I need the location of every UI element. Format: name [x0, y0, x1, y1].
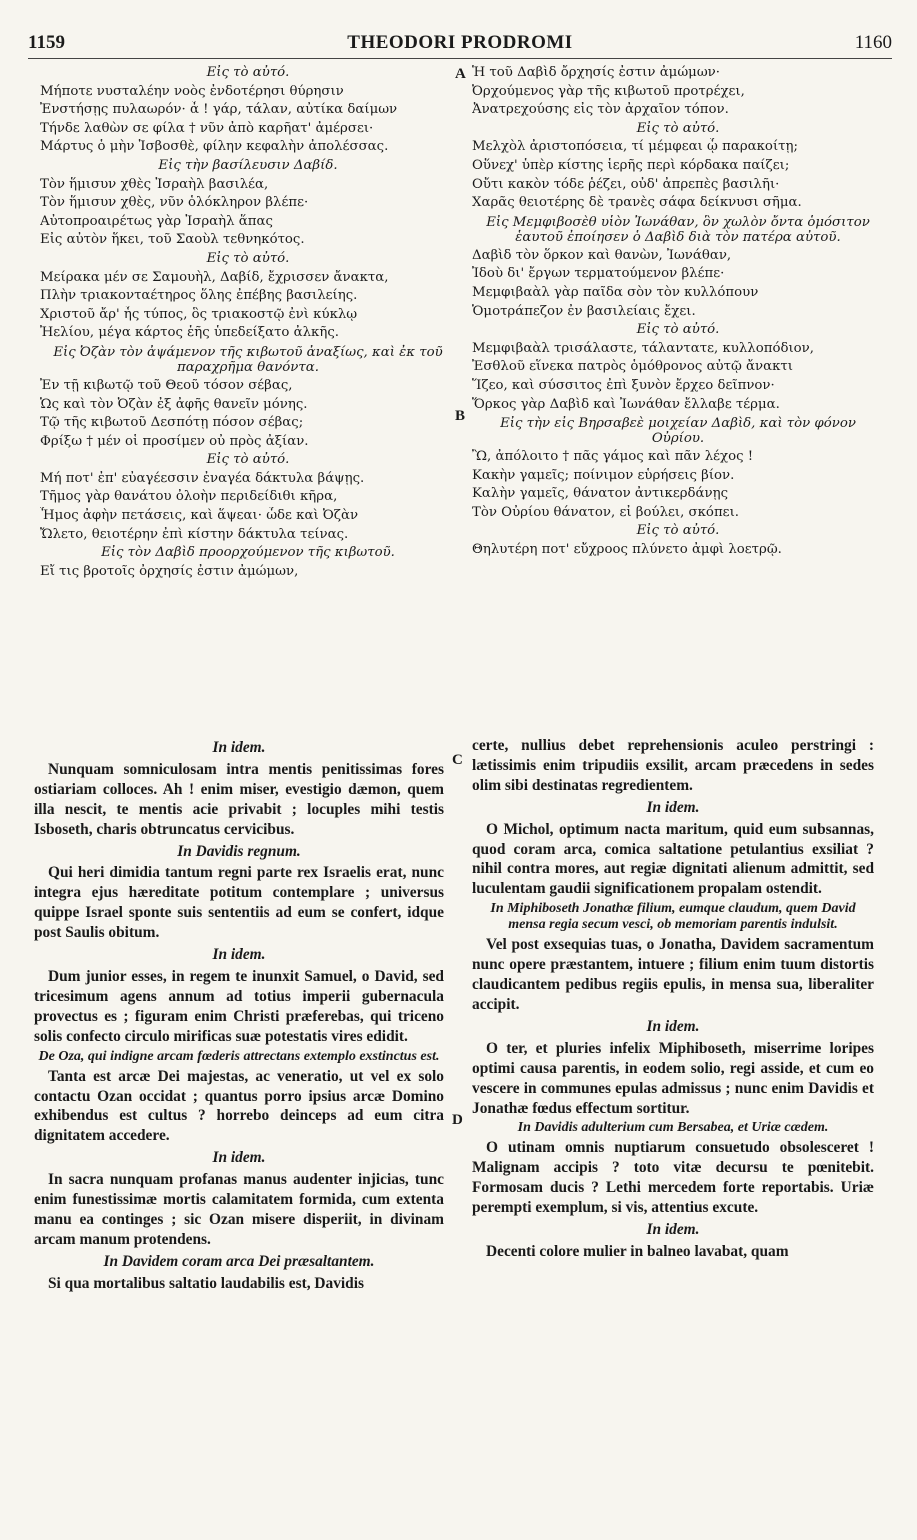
- verse-line: Τὸν ἥμισυν χθὲς Ἰσραὴλ βασιλέα,: [40, 176, 269, 192]
- verse-line: Ἡ τοῦ Δαβὶδ ὄρχησίς ἐστιν ἀμώμων·: [472, 65, 720, 80]
- margin-marker-a: A: [455, 66, 466, 82]
- section-title: Εἰς τὸ αὐτό.: [206, 250, 290, 266]
- section-title: Εἰς τὸν Δαβὶδ προορχούμενον τῆς κιβωτοῦ.: [101, 545, 395, 561]
- section-title: In idem.: [212, 946, 266, 964]
- section-title: In Davidis regnum.: [177, 842, 301, 860]
- verse-line: Μείρακα μέν σε Σαμουὴλ, Δαβίδ, ἔχρισσεν ἄνακτα,: [40, 269, 389, 285]
- verse-line: Μεμφιβαὰλ τρισάλαστε, τάλαντατε, κυλλοπόδιον,: [472, 340, 814, 356]
- section-title: In idem.: [646, 1017, 700, 1035]
- section-title: Εἰς Ὀζὰν τὸν ἀψάμενον τῆς κιβωτοῦ ἀναξίως, καὶ ἐκ τοῦ παραχρῆμα θανόντα.: [53, 344, 443, 375]
- latin-paragraph: Qui heri dimidia tantum regni parte rex Israelis erat, nunc integra ejus hæreditate potitum contemplare ; universus quippe Israel sponte suis sententiis ad eum se confert, idque post Saulis obitum.: [34, 864, 444, 942]
- margin-marker-d: D: [452, 1112, 463, 1128]
- verse-line: Ἦμος ἀφὴν πετάσεις, καὶ ἅψεαι· ὧδε καὶ Ὀζὰν: [40, 508, 359, 524]
- latin-paragraph: Si qua mortalibus saltatio laudabilis est, Davidis: [48, 1274, 365, 1292]
- latin-paragraph: Dum junior esses, in regem te inunxit Samuel, o David, sed tricesimum agens annum ad totius imperii gubernacula provectus es ; figuram enim Christi præferebas, qui triceno solis confecto circulo mirificas suæ potestatis vires edidit.: [34, 967, 444, 1045]
- verse-line: Εἴ τις βροτοῖς ὀρχησίς ἐστιν ἀμώμων,: [40, 563, 299, 579]
- section-title: Εἰς τὸ αὐτό.: [206, 65, 290, 80]
- margin-marker-c: C: [452, 752, 463, 768]
- verse-line: Τήνδε λαθὼν σε φίλα † νῦν ἀπὸ καρῆατ' ἀμέρσει·: [40, 120, 374, 136]
- verse-line: Ὡς καὶ τὸν Ὀζὰν ἐξ ἀφῆς θανεῖν μόνης.: [40, 396, 308, 412]
- section-title: In idem.: [646, 798, 700, 816]
- section-title: Εἰς Μεμφιβοσὲθ υἱὸν Ἰωνάθαν, ὃν χωλὸν ὄντα ὁμόσιτον ἑαυτοῦ ἐποίησεν ὁ Δαβὶδ διὰ τὸν πατέρα αὐτοῦ.: [486, 214, 870, 245]
- latin-paragraph: In sacra nunquam profanas manus audenter injicias, tunc enim funestissimæ mortis calamitatem formida, cum extenta manu ea continges ; sic Ozan misere disperiit, in divinam arcam manum protendens.: [34, 1171, 444, 1248]
- verse-line: Οὔτι κακὸν τόδε ῥέζει, οὐδ' ἀπρεπὲς βασιλῆι·: [472, 176, 780, 192]
- latin-paragraph: Tanta est arcæ Dei majestas, ac veneratio, ut vel ex solo contactu Ozan occidat ; quantus porro ipsius arcæ Domino exhibendus est cultus ? horrebo deinceps ad eum citra dignitatem accedere.: [34, 1067, 444, 1145]
- verse-line: Εἰς αὐτὸν ἥκει, τοῦ Σαοὺλ τεθνηκότος.: [40, 232, 305, 248]
- section-title: De Oza, qui indigne arcam fœderis attrectans extemplo exstinctus est.: [38, 1048, 440, 1064]
- verse-line: Ἐσθλοῦ εἵνεκα πατρὸς ὁμόθρονος αὐτῷ ἄνακτι: [472, 359, 793, 375]
- verse-line: Ἵζεο, καὶ σύσσιτος ἐπὶ ξυνὸν ἔρχεο δεῖπνον·: [472, 377, 775, 393]
- verse-line: Ἠελίου, μέγα κάρτος ἑῆς ὑπεδείξατο ἀλκῆς.: [40, 325, 340, 341]
- verse-line: Μεμφιβαὰλ γὰρ παῖδα σὸν τὸν κυλλόπουν: [472, 284, 759, 300]
- section-title: Εἰς τὴν εἰς Βηρσαβεὲ μοιχείαν Δαβὶδ, καὶ τὸν φόνον Οὐρίου.: [500, 416, 856, 447]
- section-title: In Davidem coram arca Dei præsaltantem.: [103, 1252, 375, 1270]
- verse-line: Αὐτοπροαιρέτως γὰρ Ἰσραὴλ ἅπας: [40, 213, 273, 229]
- page-header: [28, 32, 892, 58]
- section-title: Εἰς τὸ αὐτό.: [636, 120, 720, 136]
- section-title: Εἰς τὸ αὐτό.: [206, 452, 290, 468]
- verse-line: Τῆμος γὰρ θανάτου ὀλοὴν περιδείδιθι κῆρα,: [40, 489, 338, 505]
- verse-line: Μάρτυς ὁ μὴν Ἰσβοσθὲ, φίλην κεφαλὴν ἀπολέσσας.: [40, 139, 389, 155]
- verse-line: Ἀνατρεχούσης εἰς τὸν ἀρχαῖον τόπον.: [472, 102, 729, 118]
- section-title: Εἰς τὸ αὐτό.: [636, 523, 720, 539]
- section-title: In Davidis adulterium cum Bersabea, et Uriæ cædem.: [517, 1120, 829, 1136]
- verse-line: Τὸν Οὐρίου θάνατον, εἰ βούλει, σκόπει.: [472, 504, 740, 520]
- verse-line: Μή ποτ' ἐπ' εὐαγέεσσιν ἐναγέα δάκτυλα βάψῃς.: [40, 470, 365, 486]
- section-title: In idem.: [646, 1221, 700, 1239]
- latin-paragraph: Vel post exsequias tuas, o Jonatha, Davidem sacramentum nunc opere præstantem, intuere ; filium enim tuum distortis claudicantem pedibus regiis epulis, in mensa sua, liberaliter accipit.: [472, 936, 874, 1013]
- verse-line: Κακὴν γαμεῖς; ποίνιμον εὑρήσεις βίον.: [472, 467, 735, 483]
- verse-line: Φρίξω † μέν οἱ προσίμεν οὐ πρὸς ἀξίαν.: [40, 433, 309, 449]
- latin-paragraph: O Michol, optimum nacta maritum, quid eum subsannas, quod coram arca, comica saltatione petulantius exsiliat ? nihil contra mores, aut regiæ dignitati alienum admittit, sed luculentam gaudii significationem propalam ostendit.: [472, 820, 874, 898]
- verse-line: Χαρᾶς θειοτέρης δὲ τρανὲς σάφα δείκνυσι σῆμα.: [472, 195, 802, 211]
- verse-line: Ὢ, ἀπόλοιτο † πᾶς γάμος καὶ πᾶν λέχος !: [472, 449, 754, 465]
- verse-line: Ἐν τῇ κιβωτῷ τοῦ Θεοῦ τόσον σέβας,: [40, 377, 293, 393]
- verse-line: Τῷ τῆς κιβωτοῦ Δεσπότῃ πόσον σέβας;: [40, 415, 304, 431]
- margin-marker-b: B: [455, 408, 466, 424]
- verse-line: Δαβὶδ τὸν ὅρκον καὶ θανὼν, Ἰωνάθαν,: [472, 247, 732, 263]
- verse-line: Πλὴν τριακονταέτηρος ὅλης ἐπέβης βασιλείης.: [40, 288, 358, 304]
- verse-line: Τὸν ἥμισυν χθὲς, νῦν ὁλόκληρον βλέπε·: [40, 195, 309, 211]
- verse-line: Ὅρκος γὰρ Δαβὶδ καὶ Ἰωνάθαν ἔλλαβε τέρμα.: [472, 396, 780, 412]
- verse-line: Ὤλετο, θειοτέρην ἐπὶ κίστην δάκτυλα τείνας.: [40, 526, 349, 542]
- verse-line: Καλὴν γαμεῖς, θάνατον ἀντικερδάνῃς: [472, 486, 729, 502]
- verse-line: Μελχὸλ ἀριστοπόσεια, τί μέμφεαι ᾧ παρακοίτῃ;: [472, 139, 798, 155]
- latin-paragraph: O utinam omnis nuptiarum consuetudo obsolesceret ! Malignam accipis ? toto vitæ decursu te pœnitebit. Formosam ducis ? Lethi mercedem forte reportabis. Uriæ perempti exemplum, si vis, attentius excute.: [472, 1139, 874, 1217]
- running-title: THEODORI PRODROMI: [347, 32, 573, 53]
- verse-line: Μήποτε νυσταλέην νοὸς ἐνδοτέρησι θύρησιν: [40, 83, 344, 99]
- verse-line: Οὕνεχ' ὑπὲρ κίστης ἱερῆς περὶ κόρδακα παίζει;: [472, 157, 790, 173]
- verse-line: Ἐνστήσῃς πυλαωρόν· ἆ ! γάρ, τάλαν, αὐτίκα δαίμων: [40, 102, 398, 118]
- header-rule: [28, 58, 892, 59]
- latin-paragraph: Decenti colore mulier in balneo lavabat, quam: [486, 1242, 789, 1260]
- verse-line: Χριστοῦ ἄρ' ἧς τύπος, ὃς τριακοστῷ ἐνὶ κύκλῳ: [40, 306, 358, 322]
- latin-paragraph: O ter, et pluries infelix Miphiboseth, miserrime loripes optimi causa parentis, in eodem solio, regi asside, et cum eo vescere in communes epulas admissus ; nunc enim Davidis et Jonathæ fœdus effectum sortitur.: [472, 1039, 874, 1117]
- greek-column-right: [472, 64, 884, 560]
- greek-column-left: [40, 64, 456, 581]
- latin-paragraph: certe, nullius debet reprehensionis aculeo perstringi : lætissimis enim tripudiis exsilit, arcam præcedens in sedes olim sibi destinatas regredientem.: [472, 737, 874, 794]
- page-number-right: 1160: [854, 32, 892, 53]
- section-title: Εἰς τὸ αὐτό.: [636, 322, 720, 338]
- latin-paragraph: Nunquam somniculosam intra mentis penitissimas fores ostiariam colloces. Ah ! enim miser, evestigio dæmon, quem illa nescit, te mentis acie privabit ; locuples mihi testis Isboseth, charis obtruncatus cervicibus.: [34, 760, 444, 838]
- verse-line: Θηλυτέρη ποτ' εὔχροος πλύνετο ἀμφὶ λοετρῷ.: [472, 542, 782, 558]
- latin-column-right: [472, 736, 874, 1262]
- section-title: In idem.: [212, 1149, 266, 1167]
- section-title: In idem.: [212, 739, 266, 756]
- verse-line: Ὀρχούμενος γὰρ τῆς κιβωτοῦ προτρέχει,: [472, 83, 745, 99]
- section-title: Εἰς τὴν βασίλευσιν Δαβίδ.: [158, 157, 338, 173]
- verse-line: Ὁμοτράπεζον ἐν βασιλείαις ἔχει.: [472, 303, 696, 319]
- section-title: In Miphiboseth Jonathæ filium, eumque claudum, quem David mensa regia secum vesci, ob memoriam parentis indulsit.: [490, 901, 856, 933]
- latin-column-left: [34, 736, 444, 1294]
- verse-line: Ἰδοὺ δι' ἔργων τερματούμενον βλέπε·: [472, 266, 725, 282]
- page-number-left: 1159: [28, 32, 65, 53]
